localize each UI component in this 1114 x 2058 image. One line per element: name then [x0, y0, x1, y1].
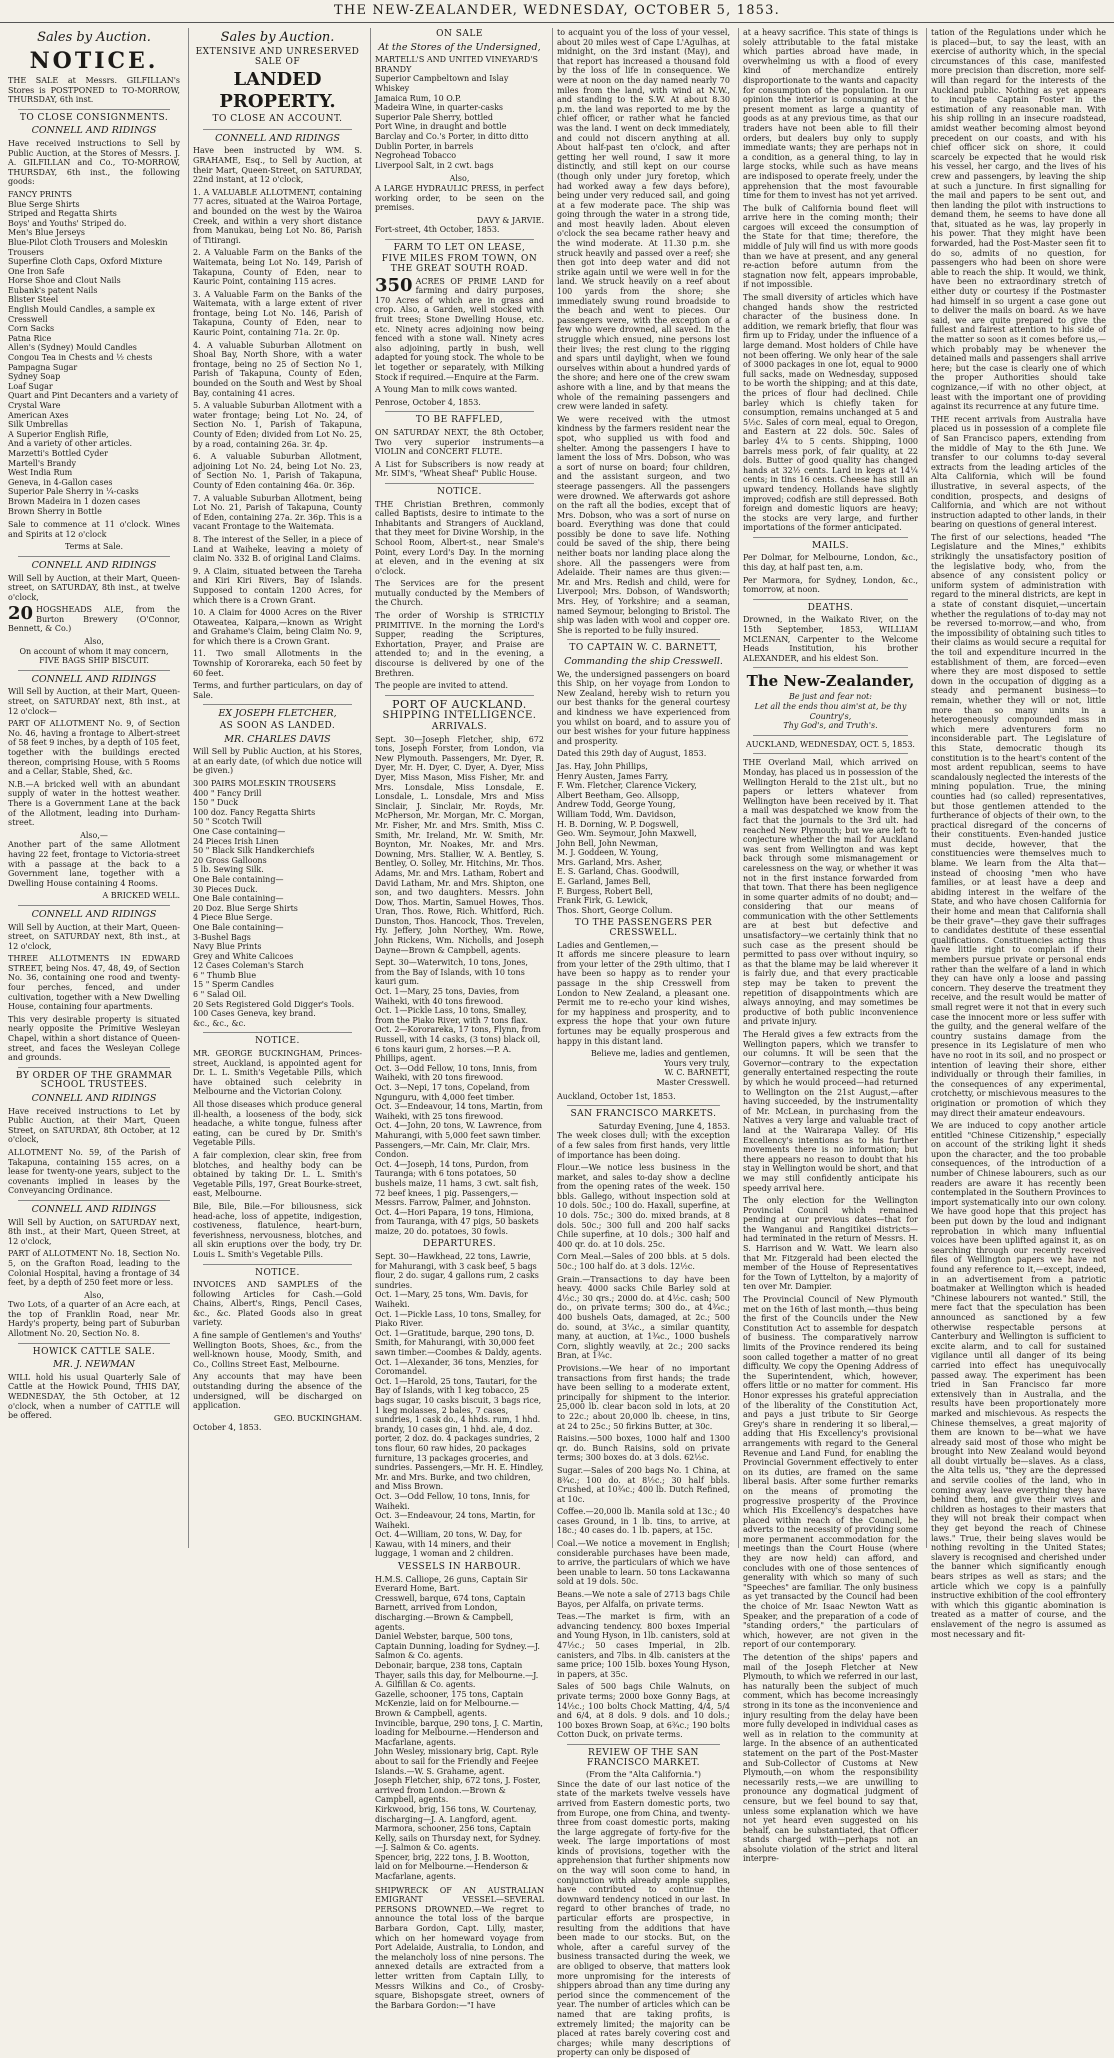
ad-heading: EXTENSIVE AND UNRESERVED SALE OF: [195, 47, 360, 67]
lot-item: 11. Two small Allotments in the Township of Kororareka, each 50 feet by 60 feet.: [193, 649, 362, 678]
article-text: The small diversity of articles which have changed hands show the restricted character of the business done. In addition, we remark briefly, that flour was firm up to Friday, under the influence of a large demand. Most holders of Chile have not been offering. We only hear of the sale of 3000 packages in one lot, equal to 9000 full sacks, made on Wednesday, supposed to be worth the shipping; and at this date, the prices of flour had declined. Chile barley which is chiefly taken for consumption, remains unchanged at 5 and 5½c. Sales of corn meal, equal to Oregon, and Eastern at 22 dols. 50c. Sales of barley 4¼ to 5 cents. Shipping, 1000 barrels mess pork, of fair quality, at 22 dols. Butter of good quality has changed hands at 32½ cents. Lard in kegs at 14¼ cents; in tins 16 cents. Cheese has still an upward tendency. Hollands have slightly improved; codfish are still depressed. Both foreign and domestic liquors are heavy; the stocks are very large, and further importations of the former anticipated.: [743, 293, 918, 533]
article-text: THE Overland Mail, which arrived on Monday, has placed us in possession of the Wellington Herald to the 21st ult., but no papers or letters whatever from Wellington have been received by it. That a mail was despatched we know from the fact that the journals to the 3rd ult. had reached New Plymouth; but we are left to conjecture whether the mail for Auckland was sent from Wellington and was kept back through some mismanagement or carelessness on the way, or whether it was not in the first instance forwarded from that town. That there has been negligence in some quarter admits of no doubt; and—considering that our means of communication with the other Settlements are at best but defective and unsatisfactory—we certainly think that no such case as the present should be permitted to pass over without inquiry, so as that the blame may be laid wherever it is fairly due, and that every practicable step may be taken to prevent the repetition of disappointments which are always annoying, and may sometimes be productive of both public inconvenience and private injury.: [743, 758, 918, 1027]
section-heading: SHIPPING INTELLIGENCE.: [382, 710, 537, 722]
divider: [385, 483, 534, 484]
date: Auckland, October 1st, 1853.: [557, 1091, 676, 1101]
ad-text: N.B.—A bricked well with an abundant supply of water in the hottest weather. There is a Government Lane at the back of the Allotment, leading into Durham-street.: [8, 779, 180, 828]
section-heading: MAILS.: [812, 540, 849, 551]
ad-text: FIVE BAGS SHIP BISCUIT.: [39, 656, 149, 666]
column-4: [552, 28, 734, 2058]
ad-text: The Services are for the present mutually conducted by the Members of the Church.: [375, 579, 544, 608]
article-text: The Herald gives a few extracts from the Wellington papers, which we transfer to our columns. It will be seen that the Governor—contrary to the expectation generally entertained respecting the route by which he would proceed—had returned to Wellington on the 21st August,—after having succeeded, by the instrumentality of Mr. McLean, in purchasing from the Natives a very large and valuable tract of land at the Wairarapa Valley. Of His Excellency's intentions as to his further movements there is no information; but there appears no reason to doubt that his stay in Wellington would be short, and that we may still confidently anticipate his speedy arrival here.: [743, 1030, 918, 1193]
ad-heading: TO CAPTAIN W. C. BARNETT,: [569, 643, 718, 654]
divider: [753, 537, 908, 538]
dateline: AUCKLAND, WEDNESDAY, OCT. 5, 1853.: [746, 739, 915, 749]
lot-item: 7. A valuable Suburban Allotment, being Lot No. 21, Parish of Takapuna, County of Eden, containing 27a. 2r. 36p. This is a vacant Frontage to the Waitemata.: [193, 493, 362, 532]
date: Saturday Evening, June 4, 1853.: [598, 1121, 730, 1131]
ad-text: PART of ALLOTMENT No. 18, Section No. 5, on the Grafton Road, leading to the Colonial Hospital, having a frontage of 34 feet, by a depth of 250 feet more or less.: [8, 1249, 180, 1288]
article-text: Grain.—Transactions to day have been heavy. 4000 sacks Chile Barley sold at 4½c.; 30 qrs.; 2000 do. at 4½c. cash; 500 do., on private terms; 300 do., at 4¾c.; 400 bushels Oats, damaged, at 2c.; 500 do. sound, at 3¼c., a similar quantity, many, at auction, at 1¾c., 1000 bushels Corn, slightly weavily, at 2c.; 200 sacks Bran, at 1¾c.: [557, 1274, 730, 1361]
ad-text-inline: ACRES OF PRIME LAND for farming and dairy purposes, 170 Acres of which are in grass and crop. Also, a Garden, well stocked with fruit trees; Stone Dwelling House, etc. etc. Ninety acres adjoining now being fenced with a stone wall. Ninety acres also adjoining, partly in bush, well adapted for young stock. The whole to be let together or separately, with Milking Stock if required.—Enquire at the Farm.: [375, 276, 544, 382]
divider: [385, 695, 534, 696]
ad-text: Terms, and further particulars, on day of Sale.: [193, 681, 362, 700]
article-text: Flour.—We notice less business in the market, and sales to-day show a decline from the opening rates of the week. 150 bbls. Gallego, without inspection sold at 10 dols. 50c.; 100 do. Haxall, superfine, at 10 dols. 75c.; 300 do. mixed brands, at 8 dols. 50c.; 300 full and 200 half sacks Chile superfine, at 10 dols.; 300 half and 400 qr. do. at 10 dols. 25c.: [557, 1163, 730, 1249]
auctioneer-name: MR. CHARLES DAVIS: [224, 733, 331, 745]
date: October 4, 1853.: [193, 1423, 262, 1433]
ad-heading: HOWICK CATTLE SALE.: [32, 1346, 156, 1357]
ad-text: Any accounts that may have been outstanding during the absence of the undersigned, will be discharged on application.: [193, 1372, 362, 1411]
article-text: The first of our selections, headed "The Legislature and the Mines," exhibits strikingly the unsatisfactory position of the legislative body, who, from the absence of any consistent policy or uniform system of administration with regard to the mineral districts, are kept in a state of constant disquiet,—uncertain whether the regulations of to-day may not be reversed to-morrow,—and who, from the impossibility of obtaining such titles to their claims as would secure a requital for the toil and expenditure incurred in the establishment of them, are forced—even where they are most disposed to settle down in the occupation of digging as a steady and permanent business—to remain, whether they will or not, little more than so many units in a heterogeneously compounded mass in which mere adventurers form no inconsiderable part. The Legislature of this State, democratic though its constitution is to the heart's content of the most ardent republican, seems to have scandalously neglected the interests of the mining population. True, the mining counties had (so called) representatives, but those gentlemen attended to the furtherance of objects of their own, to the practical disregard of the concerns of their constituents. Even-handed justice must decide, however, that the constituencies were themselves much to blame. We learn from the Alta that—instead of choosing "men who have families, or at least have a deep and abiding interest in the welfare of the State, and who have chosen California for their home and mean that California shall be their grave"—they gave their suffrages to candidates destitute of these essential qualifications. Constituencies acting thus have little right to complain if their members pursue private or personal ends rather than the welfare of a land in which they can have only a loose and passing concern. They deserve the treatment they receive, and the result would be matter of small regret were it not that in every such case the innocent more or less suffer with the guilty, and the general welfare of the country sustains damage from the presence in its Legislature of men who have no root in its soil, and no prospect or intention of leaving their shore, either individually or through their families, in the consequences of any experimental, crotchetty, or mischievous measures to the origination or promotion of which they may direct their amateur endeavours.: [931, 532, 1106, 1118]
signature: Believe me, ladies and gentlemen, Yours very truly, W. C. BARNETT, Master Cresswell.: [590, 1049, 730, 1087]
section-heading: PORT OF AUCKLAND.: [392, 697, 527, 711]
ad-text: Have been instructed by WM. S. GRAHAME, Esq., to Sell by Auction, at their Mart, Queen-Street, on SATURDAY, 22nd instant, at 12 o'clock,: [193, 146, 362, 185]
divider: [203, 1264, 352, 1265]
article-text: Teas.—The market is firm, with an advancing tendency. 800 boxes Imperial and Young Hyson, in 1lb. canisters, sold at 47½c.; 50 cases Imperial, in 2lb. canisters, and 7lbs. in 4lb. canisters at the same price; 100 15lb. boxes Young Hyson, in papers, at 35c.: [557, 1612, 730, 1679]
article-text: Beans.—We note a sale of 2713 bags Chile Bayos, per Alfalfa, on private terms.: [557, 1590, 730, 1609]
divider: [18, 109, 170, 110]
article-text: The week closes dull; with the exception of a few sales from first hands, very little of importance has been doing.: [557, 1131, 730, 1160]
auctioneer-name: CONNELL AND RIDINGS: [31, 673, 157, 685]
ad-text: Sale to commence at 11 o'clock. Wines and Spirits at 12 o'clock: [8, 520, 180, 539]
ad-text: ON SATURDAY NEXT, the 8th October, Two very superior instruments—a VIOLIN and CONCERT FLUTE.: [375, 427, 544, 457]
ad-text: Have received instructions to Let by Public Auction, at their Mart, Queen Street, on SATURDAY, 8th October, at 12 o'clock,: [8, 1106, 180, 1145]
salutation: Ladies and Gentlemen,—: [557, 940, 659, 950]
ad-subheading: Commanding the ship Cresswell.: [564, 656, 723, 667]
article-text: Provisions.—We hear of no important transactions from first hands; the trade have been selling to a moderate extent, principally for shipment to the interior. 25,000 lb. clear bacon sold in lots, at 20 to 22c.; about 20,000 lb. cheese, in tins, at 24 to 25c.; 50 firkins Butter, at 30c.: [557, 1363, 730, 1431]
goods-list: MARTELL'S AND UNITED VINEYARD'S BRANDY Superior Campbeltown and Islay Whiskey Jamaica Rum, 10 O.P. Madeira Wine, in quarter-casks Superior Pale Sherry, bottled Port Wine, in draught and bottle Barclay and Co.'s Porter, in ditto ditto Dublin Porter, in barrels Negrohead Tobacco Liverpool Salt, in 2 cwt. bags: [375, 55, 538, 170]
subheading: DEPARTURES.: [422, 1239, 497, 1250]
article-text: Sugar.—Sales of 200 bags No. 1 China, at 8¾c.; 100 do. at 8½c.; 30 half bbls. Crushed, at 10¾c.; 400 lb. Dutch Refined, at 10c.: [557, 1465, 730, 1504]
ad-text: Another part of the same Allotment having 22 feet, frontage to Victoria-street with a passage at the back to a Government lane, together with a Dwelling House containing 4 Rooms.: [8, 840, 180, 888]
ad-text: [8, 605, 180, 634]
section-heading: SAN FRANCISCO MARKETS.: [570, 1109, 717, 1120]
article-text: to acquaint you of the loss of your vessel, about 20 miles west of Cape L'Agulhas, at midnight, on the 3rd instant (May), and that report has increased a thousand fold by the loss of life in consequence. We were at noon on the day named nearly 70 miles from the land, with wind at N.W., and standing to the S.W. At about 8.30 p.m. the land was reported to me by the chief officer, or rather what he fancied was the land. I went on deck immediately, and could not discern anything at all. About half-past ten o'clock, and after getting her well round, I saw it more distinctly, and still kept on our course (though only under jury foretop, which had worked away a few days before), being under very reduced sail, and going at a few moderate pace. The ship was going through the water in a strong tide, and most heavily laden. About eleven o'clock the sea became rather heavy and the wind moderate. At 11.30 p.m. she struck heavily and passed over a reef; she then got into deep water and did not strike again until we were well in for the land. We struck heavily on a reef about 100 yards from the shore; she immediately swung round broadside to the beach and went to pieces. Our passengers were, with the exception of a few who were drowned, all saved. In the struggle which ensued, nine persons lost their lives; the rest clung to the rigging and spars until daylight, when we found ourselves within about a hundred yards of the shore; and here one of the crew swam ashore with a line, and by that means the whole of the remaining passengers and crew were landed in safety.: [557, 28, 730, 412]
ad-text: Also,: [84, 637, 104, 647]
ad-text: Bile, Bile, Bile.—For biliousness, sick head-ache, loss of appetite, indigestion, costiveness, flatulence, heart-burn, feverishness, nervousness, blotches, and all skin eruptions over the body, try Dr. Louis L. Smith's Vegetable Pills.: [193, 1201, 362, 1259]
goods-list: FANCY PRINTS Blue Serge Shirts Striped and Regatta Shirts Boys' and Youths' Striped do. Men's Blue Jerseys Blue-Pilot Cloth Trousers and Moleskin Trousers Superfine Cloth Caps, Oxford Mixture One Iron Safe Horse Shoe and Clout Nails Eubank's patent Nails Blister Steel English Mould Candles, a sample ex Cresswell Corn Sacks Patna Rice Allen's (Sydney) Mould Candles Congou Tea in Chests and ½ chests Pampagna Sugar Sydney Soap Loaf Sugar Quart and Pint Decanters and a variety of Crystal Ware American Axes Silk Umbrellas A Superior English Rifle, And a variety of other articles. Marzetti's Bottled Cyder Martell's Brandy West India Rum Geneva, in 4-Gallon cases Superior Pale Sherry in ¼-casks Brown Madeira in 1 dozen cases Brown Sherry in Bottle: [8, 189, 178, 516]
ad-text-inline: HOGSHEADS ALE, from the Burton Brewery (O'Connor, Bennett, & Co.): [8, 605, 180, 634]
ad-text: WILL hold his usual Quarterly Sale of Cattle at the Howick Pound, THIS DAY, WEDNESDAY, the 5th October, at 12 o'clock, when a number of CATTLE will be offered.: [8, 1372, 180, 1421]
ad-heading: TO CLOSE CONSIGNMENTS.: [19, 112, 169, 123]
signature: GEO. BUCKINGHAM.: [273, 1413, 362, 1423]
ad-heading: EX JOSEPH FLETCHER,: [218, 708, 337, 720]
article-text: Raisins.—500 boxes, 1000 half and 1300 qr. do. Bunch Raisins, sold on private terms; 300 boxes do. at 3 dols. 62½c.: [557, 1434, 730, 1463]
ad-heading: ON SALE: [436, 29, 483, 39]
lot-item: 10. A Claim for 4000 Acres on the River Otaweatea, Kaipara,—known as Wright and Grahame's Claim, being Claim No. 9, for which there is a Crown Grant.: [193, 608, 362, 646]
auctioneer-name: CONNELL AND RIDINGS: [31, 1093, 157, 1104]
auctioneer-name: CONNELL AND RIDINGS: [215, 132, 340, 144]
ad-heading: TO CLOSE AN ACCOUNT.: [212, 114, 343, 125]
article-text: Drowned, in the Waikato River, on the 15th September, 1853, WILLIAM MCLENAN, Carpenter to the Welcome Heads Institution, his brother ALEXANDER, and his eldest Son.: [743, 615, 918, 663]
auctioneer-name: CONNELL AND RIDINGS: [31, 559, 157, 571]
divider: [18, 670, 170, 671]
article-text: It affords me sincere pleasure to learn from your letter of the 29th ultimo, that I have been so happy as to render your passage in the ship Cresswell from London to New Zealand, a pleasant one. Permit me to re-echo your kind wishes, for my happiness and prosperity, and to express the hope that your own future fortunes may be equally prosperous and happy in this distant land.: [557, 950, 730, 1046]
ad-text: PART OF ALLOTMENT No. 9, of Section No. 46, having a frontage to Albert-street of 58 feet 9 inches, by a depth of 105 feet, together with the buildings erected thereon, comprising House, with 5 Rooms and a Cellar, Stable, Shed, &c.: [8, 719, 180, 777]
ad-heading: TO BE RAFFLED,: [415, 415, 504, 426]
article-text: We are induced to copy another article entitled "Chinese Citizenship," especially on account of the striking light it sheds upon the character, and the too probable consequences, of the introduction of a number of Chinese labourers, such as our readers are aware it has recently been contemplated in the Southern Provinces to import systematically into our own colony. We have good hope that this project has been put down by the loud and indignant reprobation in which many influential voices have been uplifted against it, as on searching through our recently received files of Wellington papers we have not found any reference to it,—except, indeed, in an advertisement from a patriotic boatmaker at Wellington which is headed "Chinese labourers not wanted." Still, the mere fact that the speculation has been announced as sanctioned by a few otherwise respectable persons at Canterbury and Wellington is sufficient to excite alarm, and to call for sustained vigilance until all danger of its being carried into effect has unequivocally passed away. The experiment has been tried in San Francisco far more extensively than in Australia, and the results have been proportionately more marked and mischievous. As respects the Chinese themselves, a great majority of them are known to be—what we have already said most of those who might be brought into New Zealand would beyond all doubt virtually be—slaves. As a class, the Alta tells us, "they are the depressed and servile coolies of the land, who in coming away leave everything they have behind them, and give their wives and children as hostages to their masters that they will not break their compact when they get beyond the reach of Chinese laws." True, their being slaves would be nothing revolting in the United States; slavery is recognised and cherished under the banner which significantly enough bears stripes as well as stars; and the article which we copy is a painfully instructive exhibition of the cool effrontery with which this gigantic abomination is treated as a matter of course, and the enslavement of the negro is assumed as most necessary and fit-: [931, 1121, 1106, 1639]
article-text: at a heavy sacrifice. This state of things is solely attributable to the fatal mistake which parties abroad have made, in overwhelming us with a flood of every kind of merchandize entirely disproportionate to the wants and capacity for consumption of the population. In our opinion the interior is consuming at the present moment as large a quantity of goods as at any previous time, as that our traders have not been able to fill their orders, but dealers buy only to supply immediate wants; they are perhaps not in a condition, as a general thing, to lay in large stocks, while such as have means are indisposed to operate freely, under the apprehension that the most favourable time for them to invest has not yet arrived.: [743, 28, 918, 201]
source-note: (From the "Alta California."): [585, 1770, 702, 1780]
article-text: The bulk of California bound fleet will arrive here in the coming month; their cargoes will exceed the consumption of the State for that time; therefore, the middle of July will find us with more goods than we have at present, and any general re-action before autumn from the stagnation now felt, appears improbable, if not impossible.: [743, 203, 918, 290]
ad-text: A fine sample of Gentlemen's and Youths' Wellington Boots, Shoes, &c., from the well-known house, Moody, Smith, and Co., Collins Street East, Melbourne.: [193, 1331, 362, 1369]
shipping-list: Sept. 30—Waterwitch, 10 tons, Jones, from the Bay of Islands, with 10 tons kauri gum. Oct. 1—Mary, 25 tons, Davies, from Waiheki, with 40 tons firewood. Oct. 1—Pickle Lass, 10 tons, Smalley, from the Piako River, with 7 tons flax. Oct. 2—Kororareka, 17 tons, Flynn, from Russell, with 14 casks, (3 tons) black oil, 6 tons kauri gum, 2 horses.—P. A. Phillips, agent. Oct. 3—Odd Fellow, 10 tons, Innis, from Waiheki, with 20 tons firewood. Oct. 3—Nepi, 17 tons, Copeland, from Ngunguru, with 4,000 feet timber. Oct. 3—Endeavour, 14 tons, Martin, from Waiheki, with 25 tons firewood. Oct. 4—John, 20 tons, W. Lawrence, from Mahurangi, with 5,000 feet sawn timber. Passengers,—Mr. Cain, Mr. Clair, Mrs. Condon. Oct. 4—Joseph, 14 tons, Purdon, from Tauranga; with 6 tons potatoes, 50 bushels maize, 11 hams, 3 cwt. salt fish, 72 beef knees, 1 pig. Passengers,—Messrs. Farrow, Palmer, and Johnston. Oct. 4—Hori Papara, 19 tons, Himiona, from Tauranga, with 47 pigs, 50 baskets maize, 20 do. potatoes, 30 fowls.: [375, 958, 543, 1236]
ad-heading: NOTICE.: [255, 1267, 300, 1278]
ad-text: THE Christian Brethren, commonly called Baptists, desire to intimate to the Inhabitants and Strangers of Auckland, that they meet for Divine Worship, in the School Room, Albert-st., near Smale's Point, every Lord's Day. In the morning at eleven, and in the evening at six o'clock.: [375, 499, 544, 576]
lot-item: 1. A VALUABLE ALLOTMENT, containing 77 acres, situated at the Wairoa Portage, and bounded on the west by the Wairoa Creek, and within a very short distance from Manukau, being Lot No. 86, Parish of Titirangi.: [193, 187, 362, 245]
section-heading: Sales by Auction.: [220, 30, 335, 45]
notice-title: NOTICE.: [29, 48, 159, 74]
lot-item: 9. A Claim, situated between the Tareha and Kiri Kiri Rivers, Bay of Islands. Supposed to contain 1200 Acres, for which there is a Crown Grant.: [193, 566, 362, 605]
shipping-list: H.M.S. Calliope, 26 guns, Captain Sir Everard Home, Bart. Cresswell, barque, 674 tons, Captain Barnett, arrived from London, discharging.—Brown & Campbell, agents. Daniel Webster, barque, 500 tons, Captain Dunning, loading for Sydney.—J. Salmon & Co. agents. Debonair, barque, 238 tons, Captain Thayer, sails this day, for Melbourne.—J. A. Gilfillan & Co. agents. Gazelle, schooner, 175 tons, Captain McKenzie, laid on for Melbourne.—Brown & Campbell, agents. Invincible, barque, 290 tons, J. C. Martin, loading for Melbourne.—Henderson and Macfarlane, agents. John Wesley, missionary brig, Capt. Ryle about to sail for the Friendly and Feejee Islands.—W. S. Grahame, agent. Joseph Fletcher, ship, 672 tons, J. Foster, arrived from London.—Brown & Campbell, agents. Kirkwood, brig, 156 tons, W. Courtenay, discharging—J. A. Langford, agent. Marmora, schooner, 256 tons, Captain Kelly, sails on Thursday next, for Sydney.—J. Salmon & Co. agents. Spencer, brig, 222 tons, J. B. Wootton, laid on for Melbourne.—Henderson & Macfarlane, agents.: [375, 1574, 543, 1882]
ad-subheading: At the Stores of the Undersigned,: [378, 41, 541, 53]
article-text: Since the date of our last notice of the state of the markets twelve vessels have arrived from Eastern domestic ports, two from Europe, one from China, and twenty-three from coast domestic ports, making the large aggregate of forty-five for the week. The large importations of most kinds of provisions, together with the apprehension that further shipments now on the way will soon come to hand, in conjunction with already ample supplies, have contributed to continue the downward tendency noticed in our last. In regard to other branches of trade, no particular efforts are prospective, in resulting from the additions that have been made to our stocks. But, on the whole, after a careful survey of the business transacted during the week, we are obliged to observe, that matters look more unpromising for the interests of shippers abroad than any time during any period since the commencement of the year. The number of articles which can be named that are taking profits, is extremely limited; the majority can be placed at rates barely covering cost and charges; while many descriptions of property can only be disposed of: [557, 1779, 730, 2058]
ad-heading: NOTICE.: [437, 486, 482, 497]
terms: Terms at Sale.: [64, 542, 124, 552]
auctioneer-name: CONNELL AND RIDINGS: [31, 1203, 157, 1215]
column-6: [926, 28, 1110, 1639]
divider: [753, 735, 908, 736]
article-text: The Provincial Council of New Plymouth met on the 16th of last month,—thus being the first of the Councils under the New Constitution Act to assemble for despatch of business. The comparatively narrow limits of the Province rendered its being soon called together a matter of no great difficulty. We copy the Opening Address of the Superintendent, which, however, offers little or no matter for comment. His Honor expresses his grateful appreciation of the liberality of the Constitution Act, and pays a just tribute to Sir George Grey's share in rendering it so liberal,—adding that His Excellency's provisional arrangements with regard to the General Revenue and Land Fund, for enabling the Provincial Government effectively to enter on its duties, are framed on the same liberal basis. After some further remarks on the means of promoting the progressive prosperity of the Province which His Excellency's despatches have placed within reach of the Council, he adverts to the necessity of providing some more permanent accommodation for the meetings than the Court House (where they are now held) can afford, and concludes with one of those sentences of generality with which so many of such "Speeches" are familiar. The only business as yet transacted by the Council had been the choice of Mr. Isaac Newton Watt as Speaker, and the preparation of a code of "standing orders," the particulars of which, however, are not given in the report of our contemporary.: [743, 1295, 918, 1650]
goods-list: 300 PAIRS MOLESKIN TROUSERS 400 " Fancy Drill 150 " Duck 100 doz. Fancy Regatta Shirts 50 " Scotch Twill One Case containing— 24 Pieces Irish Linen 50 " Black Silk Handkerchiefs 20 Gross Galloons 5 lb. Sewing Silk. One Bale containing— 30 Pieces Duck. One Bale containing— 20 Doz. Blue Serge Shirts 4 Piece Blue Serge. One Bale containing— 3-Bushel Bags Navy Blue Prints Grey and White Calicoes 12 Cases Coleman's Starch 6 " Thumb Blue 15 " Sperm Candles 6 " Salad Oil. 20 Sets Registered Gold Digger's Tools. 100 Cases Geneva, key brand. &c., &c., &c.: [193, 779, 355, 1028]
divider: [18, 1343, 170, 1344]
ad-text: A fair complexion, clear skin, free from blotches, and healthy body can be obtained by taking Dr. L. L. Smith's Vegetable Pills, 197, Great Bourke-street, east, Melbourne.: [193, 1150, 362, 1199]
masthead: THE NEW-ZEALANDER, WEDNESDAY, OCTOBER 5, 1853.: [0, 0, 1114, 23]
article-text: Per Marmora, for Sydney, London, &c., tomorrow, at noon.: [743, 575, 918, 595]
divider: [567, 1744, 720, 1745]
ad-text: Will Sell by Auction, on SATURDAY next, 8th inst., at their Mart, Queen Street, at 12 o'clock,: [8, 1217, 180, 1246]
section-heading: Sales by Auction.: [37, 30, 151, 45]
ad-text: A LARGE HYDRAULIC PRESS, in perfect working order, to be seen on the premises.: [375, 183, 544, 213]
quantity: 350: [375, 274, 413, 296]
column-1: [4, 28, 184, 1548]
divider: [18, 556, 170, 557]
divider: [18, 905, 170, 906]
ad-text: Also,—: [80, 830, 108, 840]
auctioneer-name: CONNELL AND RIDINGS: [31, 125, 157, 137]
lot-item: 8. The interest of the Seller, in a piece of Land at Waiheke, leaving a moiety of claim No. 332 B. of original Land Claims.: [193, 534, 362, 564]
column-5: [738, 28, 922, 1864]
ad-text: A Young Man to milk cows wanted.: [375, 385, 518, 395]
ad-text: Will Sell by Auction, at their Mart, Queen-street, on SATURDAY, 8th inst., at twelve o'clock,: [8, 573, 180, 602]
lot-item: 5. A valuable Suburban Allotment with a water frontage; being Lot No. 24, of Section No. 1, Parish of Takapuna, County of Eden; divided from Lot No. 25, by a road, containing 26a. 3r. 4p.: [193, 401, 362, 449]
article-text: Per Dolmar, for Melbourne, London, &c., this day, at half past ten, a.m.: [743, 553, 918, 573]
shipping-list: Sept. 30—Hawkhead, 22 tons, Lawrie, for Mahurangi, with 3 cask beef, 5 bags flour, 2 do. sugar, 4 gallons rum, 2 casks sundries. Oct. 1—Mary, 25 tons, Wm. Davis, for Waiheki. Oct. 1—Pickle Lass, 10 tons, Smalley, for Piako River. Oct. 1—Gratitude, barque, 290 tons, D. Smith, for Mahurangi, with 30,000 feet sawn timber.—Coombes & Daldy, agents. Oct. 1—Alexander, 36 tons, Menzies, for Coromandel. Oct. 1—Harold, 25 tons, Tautari, for the Bay of Islands, with 1 keg tobacco, 25 bags sugar, 10 casks biscuit, 3 bags rice, 1 keg molasses, 2 bales, 7 cases, sundries, 1 cask do., 4 hhds. rum, 1 hhd. brandy, 10 cases gin, 1 hhd. ale, 4 doz. porter, 2 doz. do. 4 packages sundries, 2 tons flour, 60 raw hides, 20 packages furniture, 13 packages groceries, and sundries. Passengers,—Mr. H. E. Hindley, Mr. and Mrs. Burke, and two children, and Miss Brown. Oct. 3—Odd Fellow, 10 tons, Innis, for Waiheki. Oct. 3—Endeavour, 24 tons, Martin, for Waiheki. Oct. 4—William, 20 tons, W. Day, for Kawau, with 14 miners, and their luggage, 1 woman and 2 children.: [375, 1252, 544, 1559]
divider: [385, 239, 534, 240]
ad-text: Will Sell by Public Auction, at his Stores, at an early date, (of which due notice will be given.): [193, 747, 362, 776]
ad-text: A BRICKED WELL.: [102, 891, 180, 901]
lot-item: 2. A Valuable Farm on the Banks of the Waitemata, being Lot No. 149, Parish of Takapuna, County of Eden, near to Kauric Point, containing 115 acres.: [193, 248, 362, 287]
divider: [203, 704, 352, 705]
article-text: The only election for the Wellington Provincial Council which remained pending at our previous dates—that for the Wanganui and Rangitikei districts—had terminated in the return of Messrs. H. S. Harrison and W. Watt. We learn also that Mr. Fitzgerald had been elected the member of the House of Representatives for the Town of Lyttelton, by a majority of ten over Mr. Dampier.: [743, 1196, 918, 1292]
section-heading: REVIEW OF THE SAN FRANCISCO MARKET.: [587, 1747, 700, 1768]
divider: [753, 599, 908, 600]
column-2: [188, 28, 366, 1548]
article-text: We were received with the utmost kindness by the farmers resident near the spot, who supplied us with food and shelter. Among the passengers I have to lament the loss of Mrs. Dobson, who was a sort of nurse on board; four children, and the assistant surgeon, and two steerage passengers. All the passengers were drowned. We afterwards got ashore on the raft all the bodies, except that of Mrs. Dobson, who was a sort of nurse on board. Everything was done that could possibly be done to save life. Nothing could be saved of the ship, there being neither boats nor landing place along the shore. All the passengers were from Adelaide. Their names are thus given:—Mr. and Mrs. Redish and child, were for Liverpool; Mrs. Dobson, of Wandsworth; Mrs. Hey, of Yorkshire; and a seaman, named Seymour, belonging to Bristol. The ship was laden with wool and copper ore. She is reported to be fully insured.: [557, 414, 730, 635]
auctioneer-name: MR. J. NEWMAN: [53, 1359, 135, 1371]
ad-text: The order of Worship is STRICTLY PRIMITIVE. In the morning the Lord's Supper, reading the Scriptures, Exhortation, Prayer, and Praise are attended to; and in the evening, a discourse is delivered by one of the Brethren.: [375, 611, 544, 678]
ad-text: Also,: [449, 174, 470, 184]
ad-heading: AS SOON AS LANDED.: [219, 721, 336, 732]
divider: [567, 1105, 720, 1106]
ad-text: [375, 274, 544, 383]
article-text: THE recent arrivals from Australia have placed us in possession of a complete file of San Francisco papers, extending from the middle of May to the 6th June. We transfer to our columns to-day several extracts from the leading articles of the Alta California, which will be found illustrative, in several aspects, of the condition, prospects, and designs of California, and which are not without instruction adapted to other lands, in their bearing on questions of general interest.: [931, 414, 1106, 530]
newspaper-title: The New-Zealander,: [746, 672, 915, 691]
ad-text: This very desirable property is situated nearly opposite the Primitive Wesleyan Chapel, within a short distance of Queen-street, and faces the Wesleyan College and grounds.: [8, 1014, 180, 1063]
divider: [203, 129, 352, 130]
article-text: We, the undersigned passengers on board this Ship, on her voyage from London to New Zealand, hereby wish to return you our best thanks for the general courtesy and kindness we have experienced from you whilst on board, and to assure you of our best wishes for your future happiness and prosperity.: [557, 669, 730, 746]
ad-text: THE SALE at Messrs. GILFILLAN's Stores is POSTPONED to TO-MORROW, THURSDAY, 6th inst.: [8, 76, 180, 105]
motto: Be just and fear not: Let all the ends thou aim'st at, be thy Country's, Thy God's, and Truth's.: [754, 692, 907, 731]
ad-text: Also,: [84, 1290, 104, 1300]
divider: [753, 667, 908, 668]
article-text: Sept. 30—Joseph Fletcher, ship, 672 tons, Joseph Forster, from London, via New Plymouth. Passengers, Mr. Dyer, R. Dyer, Mr. H. Dyer, C. Dyer, A. Dyer, Miss Dyer, Miss Mason, Miss Fisher, Mr. and Mrs. Lonsdale, Miss Lonsdale, E. Lonsdale, L. Lonsdale, Mrs and Miss Sinclair, J. Sinclair, Mr. Royds, Mr. McPherson, Mr. Morgan, Mr. C. Morgan, Mr. Fisher, Mr. and Mrs. Smith, Miss C. Smith, Mr. Ireland, Mr. W. Smith, Mr. Boynton, Mr. Noakes, Mr. and Mrs. Downing, Mrs. Stallier, W. A. Bentley, S. Bentley, O. Solley, Mr. Hitchins, Mr. Thos. Adams, Mr. and Mrs. Latham, Robert and David Latham, Mr. and Mrs. Shipton, one son, and two daughters. Messrs. John Dow, Thos. Martin, Samuel Howes, Thos. Uran, Thos. Rowe, Rich. Whitford, Rich. Dunston, Thos. Hancock, Thos. Trevelen, Hy. Jeffery, John Northey, Wm. Rowe, John Rickens, Wm. Nicholls, and Joseph Dayne—Brown & Campbell, agents.: [375, 734, 544, 955]
article-text: Dated this 29th day of August, 1853.: [557, 749, 707, 759]
ad-heading: BY ORDER OF THE GRAMMAR SCHOOL TRUSTEES.: [15, 1070, 173, 1091]
auctioneer-name: CONNELL AND RIDINGS: [31, 908, 157, 920]
ad-text: INVOICES AND SAMPLES of the following Articles for Cash.—Gold Chains, Albert's, Rings, Pencil Cases, &c., &c. Plated Goods also in great variety.: [193, 1280, 362, 1328]
column-3: [370, 28, 548, 2010]
ad-text: Will Sell by Auction, at their Mart, Queen-street, on SATURDAY next, 8th inst., at 12 o'clock,: [8, 922, 180, 951]
ad-text: On account of whom it may concern,: [19, 646, 169, 656]
article-text: The detention of the ships' papers and mail of the Joseph Fletcher at New Plymouth, to which we referred in our last, has naturally been the subject of much comment, which has become increasingly strong in its tone as the inconvenience and injury resulting from the delay have been more fully developed in individual cases as well as in relation to the community at large. In the absence of an authenticated statement on the part of the Post-Master and Sub-Collector of Customs at New Plymouth,—on whom the responsibility necessarily rests,—we are unwilling to pronounce any dogmatical judgment of censure, but we feel bound to say that, unless some explanation which we have not yet heard even suggested on his behalf, can be substantiated, that Officer stands charged with—perhaps not an absolute violation of the strict and literal interpre-: [743, 1653, 918, 1864]
ad-text: Will Sell by Auction, at their Mart, Queen-street, on SATURDAY next, 8th inst., at 12 o'clock—: [8, 687, 180, 716]
ad-heading: TO THE PASSENGERS PER CRESSWELL.: [574, 918, 713, 939]
quantity: 20: [8, 603, 34, 625]
subheading: ARRIVALS.: [431, 722, 488, 732]
divider: [203, 1032, 352, 1033]
divider: [753, 753, 908, 754]
article-text: Coffee.—20,000 lb. Manila sold at 13c.; 40 cases Ground, in 1 lb. tins, to arrive, at 18c.; 40 cases do. 1 lb. papers, at 15c.: [557, 1507, 730, 1536]
names-list: Jas. Hay, John Phillips, Henry Austen, James Farry, F. Wm. Fletcher, Clarence Vickery, Albert Beetham, Geo. Allsopp, Andrew Todd, George Young, William Todd, Wm. Davidson, H. B. Dorning, W. P. Dogswell, Geo. Wm. Seymour, John Maxwell, John Bell, John Newman, M. J. Goddeen, W. Young, Mrs. Garland, Mrs. Asher, E. S. Garland, Chas. Goodwill, E. Garland, James Bell, F. Burgess, Robert Bell, Frank Firk, G. Lewick, Thos. Short, George Collum.: [557, 761, 697, 915]
date: Penrose, October 4, 1853.: [375, 397, 481, 407]
ad-text: All those diseases which produce general ill-health, a looseness of the body, sick headache, a white tongue, fulness after eating, can be cured by Dr. Smith's Vegetable Pills.: [193, 1100, 362, 1148]
ad-heading: FARM TO LET ON LEASE,: [393, 242, 526, 253]
ad-text: MR. GEORGE BUCKINGHAM, Princes-street, Auckland, is appointed agent for Dr. L. L. Smith's Vegetable Pills, which have obtained such celebrity in Melbourne and the Victorian Colony.: [193, 1049, 362, 1097]
divider: [18, 1200, 170, 1201]
divider: [567, 639, 720, 640]
article-text: tation of the Regulations under which he is placed—but, to say the least, with an exercise of authority which, in the special circumstances of this case, manifested more precision than discretion, more self-will than regard for the interests of the Auckland public. Nothing as yet appears to inculpate Captain Foster in the estimation of any reasonable man. With his ship rolling in an insecure roadstead, amidst weather becoming almost beyond precedent on our coasts, and with his chief officer sick on shore, it could scarcely be expected that he would risk his vessel, her cargo, and the lives of his crew and passengers, by leaving the ship at such a juncture. In first signalling for the mail and papers to be sent out, and then landing the pilot with instructions to demand them, he seems to have done all that, situated as he was, lay properly in his power. That they might have been forwarded, had the Post-Master seen fit to do so, admits of no question, for passengers who had been on shore were able to reach the ship. It would, we think, have been no extraordinary stretch of either duty or courtesy if the Postmaster had himself in so urgent a case gone out to deliver the mails on board. As we have said, we are quite prepared to give the fullest and fairest attention to his side of the matter so soon as it comes before us,—which probably may be whenever the detained mails and passengers shall arrive here; but the case is clearly one of which the proper Authorities should take cognizance,—if with no other object, at least with the important one of providing against its recurrence at any future time.: [931, 28, 1106, 412]
divider: [385, 411, 534, 412]
article-text: Coal.—We notice a movement in English; considerable purchases have been made, to arrive, the particulars of which we have been unable to learn. 50 tons Lackawanna sold at 19 dols. 50c.: [557, 1539, 730, 1587]
ad-text: THREE ALLOTMENTS IN EDWARD STREET, being Nos. 47, 48, 49, of Section No. 36, containing one rood and twenty-four perches, fenced, and under cultivation, together with a New Dwelling House, containing four apartments.: [8, 954, 180, 1012]
lot-item: 4. A valuable Suburban Allotment on Shoal Bay, North Shore, with a water frontage, being no 25 of Section No 1, Parish of Takapuna, County of Eden, bounded on the South and West by Shoal Bay, containing 41 acres.: [193, 340, 362, 398]
ad-heading: NOTICE.: [255, 1036, 300, 1047]
lot-item: 6. A valuable Suburban Allotment, adjoining Lot No. 24, being Lot No. 23, of Section No. 1, Parish of Takapuna, County of Eden containing 46a. 0r. 36p.: [193, 452, 362, 490]
divider: [18, 1067, 170, 1068]
subheading: VESSELS IN HARBOUR.: [397, 1562, 522, 1573]
ad-title: LANDED PROPERTY.: [219, 69, 336, 113]
ad-text: Two Lots, of a quarter of an Acre each, at the top of Franklin Road, near Mr. Hardy's property, being part of Suburban Allotment No. 20, Section No. 8.: [8, 1300, 180, 1339]
ad-text: A List for Subscribers is now ready at Mr. SIM's, "Wheat Sheaf" Public House.: [375, 459, 544, 479]
article-text: Sales of 500 bags Chile Walnuts, on private terms; 2000 boxe Gonny Bags, at 14½c.; 100 bolts Chock Matting, 4/4, 5/4 and 6/4, at 8 dols. 9 dols. and 10 dols.; 100 boxes Brown Soap, at 6¾c.; 190 bolts Cotton Duck, on private terms.: [557, 1682, 730, 1740]
ad-heading: FIVE MILES FROM TOWN, ON THE GREAT SOUTH ROAD.: [381, 254, 538, 275]
ad-text: Have received instructions to Sell by Public Auction, at the Stores of Messrs. J. A. GILFILLAN and Co., TO-MORROW, THURSDAY, 6th inst., the following goods:: [8, 138, 180, 187]
signature: DAVY & JARVIE.: [476, 215, 544, 225]
lot-item: 3. A Valuable Farm on the Banks of the Waitemata, with a large extent of river frontage, being Lot No. 146, Parish of Takapuna, County of Eden, near to Kauric Point, containing 71a. 2r. 0p.: [193, 289, 362, 338]
date: Fort-street, 4th October, 1853.: [375, 225, 500, 235]
article-text: SHIPWRECK OF AN AUSTRALIAN EMIGRANT VESSEL—SEVERAL PERSONS DROWNED.—We regret to announce the total loss of the barque Barbara Gordon, Capt. Lilly, master, which on her homeward voyage from Port Adelaide, Australia, to London, and the melancholy loss of nine persons. The annexed details are extracted from a letter written from Captain Lilly, to Messrs Wilkins and Co., of Crosby-square, Bishopsgate street, owners of the Barbara Gordon:—"I have: [375, 1885, 544, 2010]
section-heading: DEATHS.: [807, 602, 854, 613]
article-text: Corn Meal.—Sales of 200 bbls. at 5 dols. 50c.; 100 half do. at 3 dols. 12½c.: [557, 1252, 730, 1272]
ad-text: The people are invited to attend.: [375, 681, 508, 691]
ad-text: ALLOTMENT No. 59, of the Parish of Takapuna, containing 155 acres, on a lease for twenty-one years, subject to the covenants implied in leases by the Conveyancing Ordinance.: [8, 1147, 180, 1196]
